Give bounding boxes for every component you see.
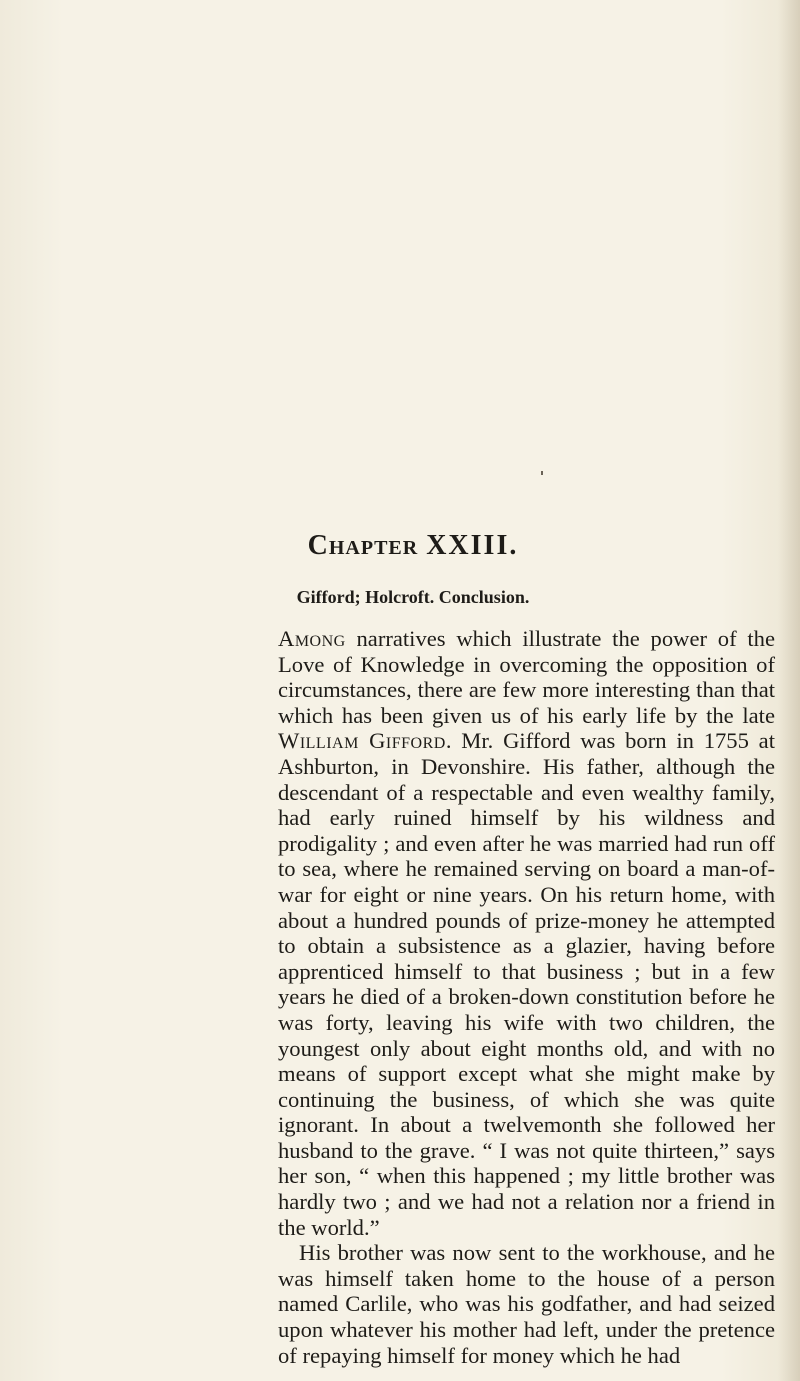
- person-name: William Gifford: [278, 728, 446, 754]
- lead-word: Among: [278, 626, 346, 651]
- body-text: [278, 626, 775, 1368]
- page-edge-shadow: [778, 0, 800, 1381]
- chapter-heading: [0, 530, 800, 562]
- chapter-subtitle: Gifford; Holcroft. Conclusion.: [296, 587, 530, 607]
- paragraph-1: [278, 626, 775, 1240]
- paragraph-1-rest: . Mr. Gifford was born in 1755 at Ashburton, in Devonshire. His father, although the descendant of a respectable and even wealthy family, had early ruined himself by his wildness and prodigality ; and even after he was married had run off to sea, where he remained serving on board a man-of-war for eight or nine years. On his return home, with about a hundred pounds of prize-money he attempted to obtain a subsistence as a glazier, having before apprenticed himself to that business ; but in a few years he died of a broken-down constitution before he was forty, leaving his wife with two children, the youngest only about eight months old, and with no means of support except what she might make by continuing the business, of which she was quite ignorant. In about a twelvemonth she followed her husband to the grave. “ I was not quite thirteen,” says her son, “ when this happened ; my little brother was hardly two ; and we had not a relation nor a friend in the world.”: [278, 728, 775, 1240]
- print-speck: [541, 471, 543, 475]
- chapter-label: Chapter: [307, 530, 419, 561]
- paragraph-1-opening: narratives which illustrate the power of the Love of Knowledge in overcoming the opposition of circumstances, there are few more interesting than that which has been given us of his early life by the late: [278, 626, 775, 728]
- paragraph-2: His brother was now sent to the workhouse, and he was himself taken home to the house of a person named Carlile, who was his godfather, and had seized upon whatever his mother had left, under the pretence of repaying himself for money which he had: [278, 1240, 775, 1368]
- chapter-numeral: XXIII.: [426, 530, 519, 561]
